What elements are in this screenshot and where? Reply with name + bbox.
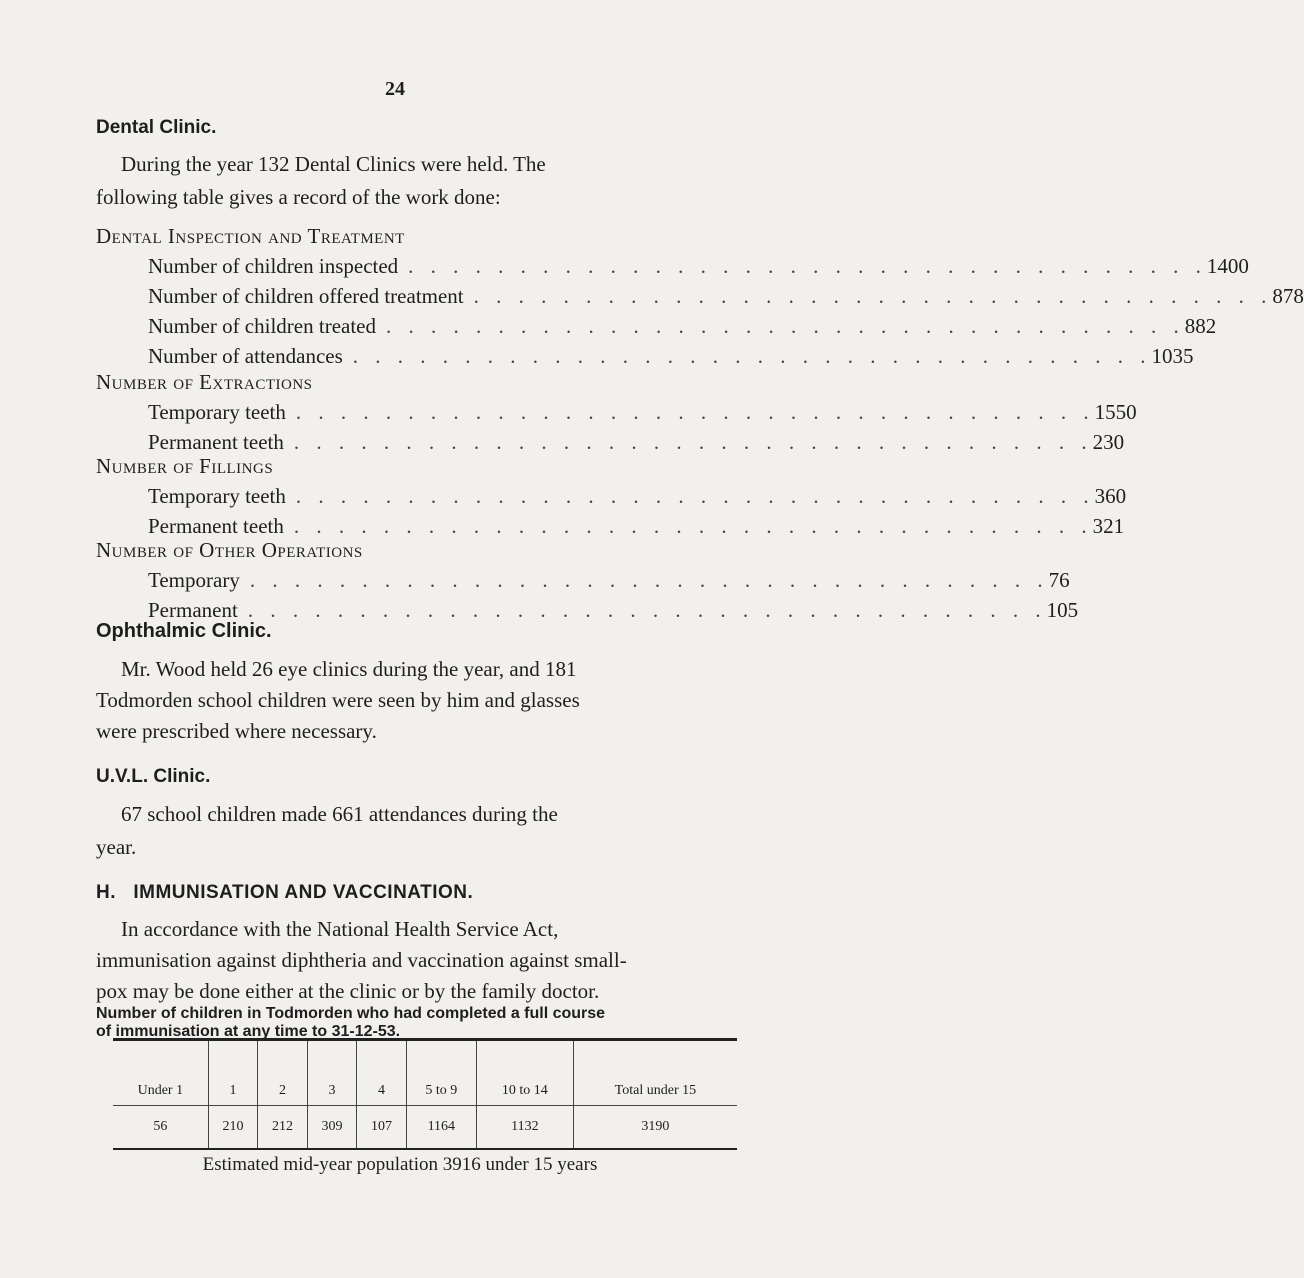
page-number: 24 <box>385 78 405 100</box>
uvl-line-2: year. <box>96 835 137 859</box>
dental-clinic-heading: Dental Clinic. <box>96 117 217 138</box>
row-label: Number of attendances <box>148 344 343 368</box>
table-header-cell: 1 <box>208 1040 258 1106</box>
table-title-line-1: Number of children in Todmorden who had completed a full course <box>96 1005 606 1022</box>
dental-inspection-heading: Dental Inspection and Treatment <box>96 224 405 248</box>
row-label: Number of children inspected <box>148 254 399 278</box>
list-item <box>148 484 1127 514</box>
table-header-cell: Under 1 <box>113 1040 208 1106</box>
row-value: 878 <box>1272 284 1304 308</box>
table-cell: 56 <box>113 1106 208 1150</box>
row-label: Number of children treated <box>148 314 376 338</box>
immunisation-heading: H. IMMUNISATION AND VACCINATION. <box>96 882 474 903</box>
ophthalmic-line-3: were prescribed where necessary. <box>96 719 377 743</box>
immunisation-table <box>113 1038 737 1150</box>
list-item <box>148 400 1137 430</box>
dot-leader: . . . . . . . . . . . . . . . . . . . . . . . . . . . . . . . . . . . . <box>293 514 1093 538</box>
dot-leader: . . . . . . . . . . . . . . . . . . . . . . . . . . . . . . . . . . . . <box>352 344 1152 368</box>
row-label: Number of children offered treatment <box>148 284 464 308</box>
row-value: 360 <box>1094 484 1127 508</box>
dot-leader: . . . . . . . . . . . . . . . . . . . . . . . . . . . . . . . . . . . . <box>293 430 1093 454</box>
population-caption: Estimated mid-year population 3916 under 15 years <box>202 1154 598 1175</box>
uvl-line-1: 67 school children made 661 attendances during the <box>121 802 558 826</box>
dot-leader: . . . . . . . . . . . . . . . . . . . . . . . . . . . . . . . . . . . . <box>247 598 1047 622</box>
fillings-heading: Number of Fillings <box>96 454 274 478</box>
ophthalmic-line-2: Todmorden school children were seen by him and glasses <box>96 688 580 712</box>
dot-leader: . . . . . . . . . . . . . . . . . . . . . . . . . . . . . . . . . . . . <box>295 400 1095 424</box>
table-header-row <box>113 1040 737 1106</box>
table-cell: 210 <box>208 1106 258 1150</box>
immunisation-line-1: In accordance with the National Health Service Act, <box>121 917 559 941</box>
row-value: 882 <box>1184 314 1217 338</box>
dot-leader: . . . . . . . . . . . . . . . . . . . . . . . . . . . . . . . . . . . . <box>473 284 1273 308</box>
row-label: Temporary teeth <box>148 484 286 508</box>
row-label: Permanent <box>148 598 238 622</box>
table-header-cell: 5 to 9 <box>406 1040 476 1106</box>
row-value: 76 <box>1048 568 1070 592</box>
ophthalmic-line-1: Mr. Wood held 26 eye clinics during the year, and 181 <box>121 657 577 681</box>
row-value: 1035 <box>1151 344 1194 368</box>
table-header-cell: 2 <box>258 1040 308 1106</box>
table-header-cell: 3 <box>307 1040 357 1106</box>
dot-leader: . . . . . . . . . . . . . . . . . . . . . . . . . . . . . . . . . . . . <box>295 484 1095 508</box>
row-label: Permanent teeth <box>148 514 284 538</box>
row-value: 1400 <box>1206 254 1249 278</box>
dot-leader: . . . . . . . . . . . . . . . . . . . . . . . . . . . . . . . . . . . . <box>249 568 1049 592</box>
uvl-clinic-heading: U.V.L. Clinic. <box>96 766 211 787</box>
dental-intro-line-1: During the year 132 Dental Clinics were held. The <box>121 152 546 176</box>
table-cell: 1132 <box>476 1106 573 1150</box>
table-cell: 1164 <box>406 1106 476 1150</box>
table-row <box>113 1106 737 1150</box>
table-header-cell: Total under 15 <box>573 1040 737 1106</box>
table-cell: 212 <box>258 1106 308 1150</box>
dot-leader: . . . . . . . . . . . . . . . . . . . . . . . . . . . . . . . . . . . . <box>408 254 1207 278</box>
ophthalmic-clinic-heading: Ophthalmic Clinic. <box>96 620 272 642</box>
table-cell: 107 <box>357 1106 407 1150</box>
list-item <box>148 284 1304 314</box>
row-value: 1550 <box>1094 400 1137 424</box>
row-value: 230 <box>1092 430 1125 454</box>
row-label: Permanent teeth <box>148 430 284 454</box>
row-value: 321 <box>1092 514 1125 538</box>
list-item <box>148 314 1217 344</box>
row-label: Temporary <box>148 568 240 592</box>
list-item <box>148 568 1070 598</box>
table-header-cell: 4 <box>357 1040 407 1106</box>
list-item <box>148 254 1249 284</box>
dental-intro-line-2: following table gives a record of the work done: <box>96 185 501 209</box>
immunisation-line-2: immunisation against diphtheria and vaccination against small- <box>96 948 627 972</box>
row-label: Temporary teeth <box>148 400 286 424</box>
operations-heading: Number of Other Operations <box>96 538 363 562</box>
table-title-line-2: of immunisation at any time to 31-12-53. <box>96 1023 401 1040</box>
dot-leader: . . . . . . . . . . . . . . . . . . . . . . . . . . . . . . . . . . . . <box>386 314 1185 338</box>
row-value: 105 <box>1046 598 1079 622</box>
table-header-cell: 10 to 14 <box>476 1040 573 1106</box>
table-cell: 309 <box>307 1106 357 1150</box>
table-cell: 3190 <box>573 1106 737 1150</box>
immunisation-line-3: pox may be done either at the clinic or by the family doctor. <box>96 979 600 1003</box>
extractions-heading: Number of Extractions <box>96 370 313 394</box>
